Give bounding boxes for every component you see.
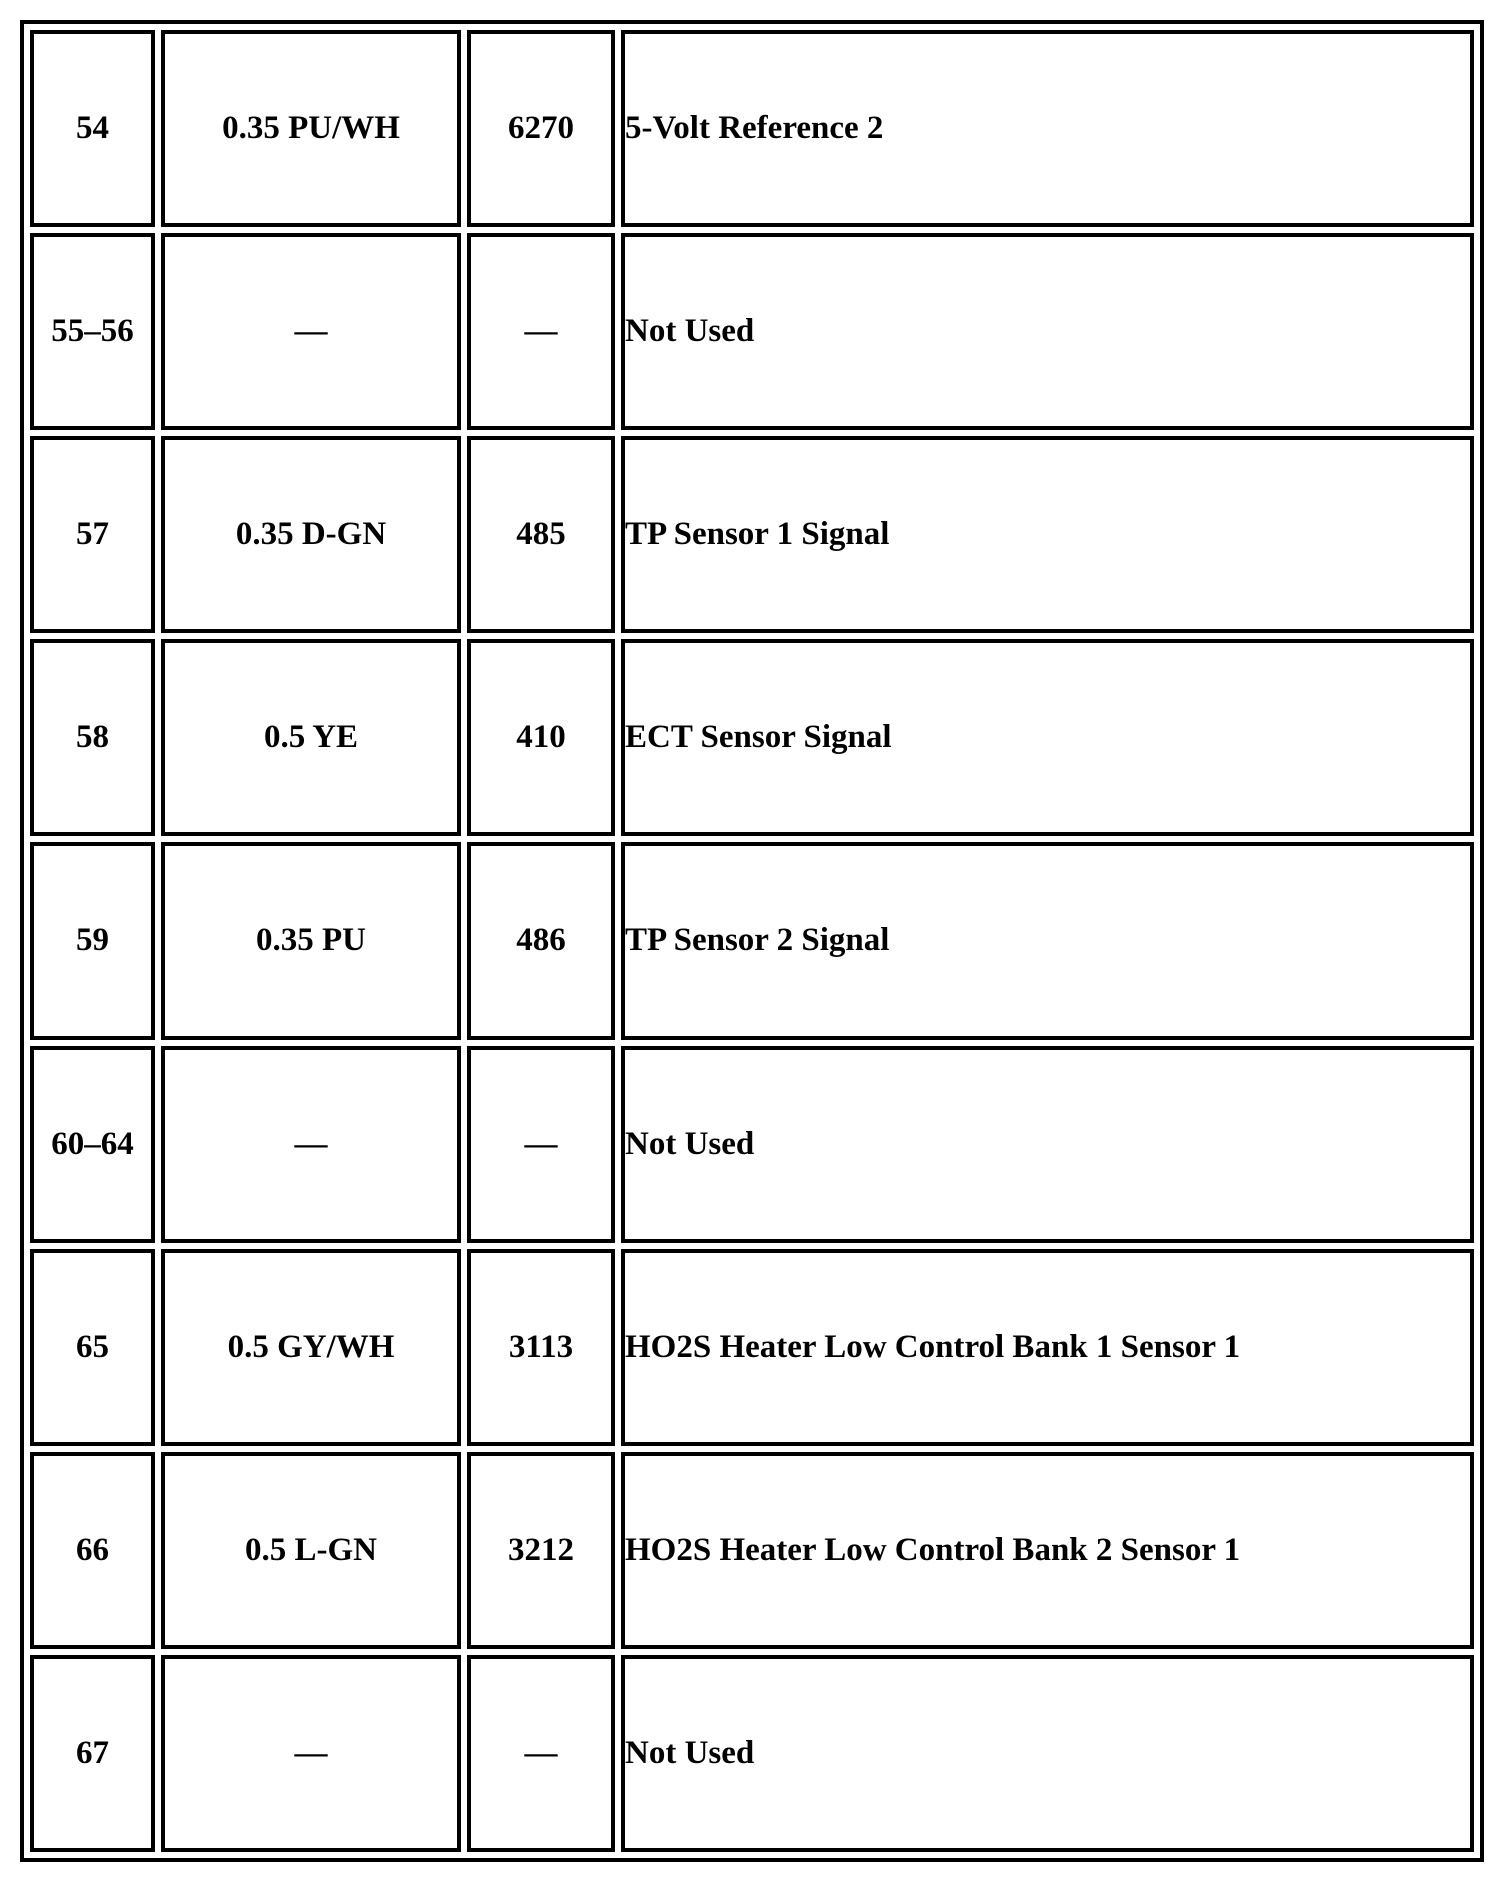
circuit-number-cell: 3212 — [467, 1452, 615, 1649]
table-row — [30, 1655, 1474, 1852]
wire-color-cell: 0.5 L-GN — [161, 1452, 461, 1649]
circuit-number-cell: 485 — [467, 436, 615, 633]
pin-cell: 54 — [30, 30, 155, 227]
circuit-number-cell: 410 — [467, 639, 615, 836]
connector-pinout-table — [20, 20, 1484, 1862]
function-cell: TP Sensor 1 Signal — [621, 436, 1474, 633]
table-row — [30, 436, 1474, 633]
pin-cell: 59 — [30, 842, 155, 1039]
circuit-number-cell: — — [467, 233, 615, 430]
table-row — [30, 1452, 1474, 1649]
pinout-grid — [24, 24, 1480, 1858]
table-row — [30, 1249, 1474, 1446]
function-cell: HO2S Heater Low Control Bank 1 Sensor 1 — [621, 1249, 1474, 1446]
wire-color-cell: — — [161, 1046, 461, 1243]
table-row — [30, 639, 1474, 836]
function-cell: Not Used — [621, 233, 1474, 430]
pin-cell: 65 — [30, 1249, 155, 1446]
pin-cell: 66 — [30, 1452, 155, 1649]
circuit-number-cell: — — [467, 1046, 615, 1243]
wire-color-cell: 0.5 YE — [161, 639, 461, 836]
pin-cell: 58 — [30, 639, 155, 836]
circuit-number-cell: 3113 — [467, 1249, 615, 1446]
wire-color-cell: 0.35 PU/WH — [161, 30, 461, 227]
circuit-number-cell: 6270 — [467, 30, 615, 227]
function-cell: HO2S Heater Low Control Bank 2 Sensor 1 — [621, 1452, 1474, 1649]
function-cell: Not Used — [621, 1655, 1474, 1852]
pin-cell: 60–64 — [30, 1046, 155, 1243]
pin-cell: 57 — [30, 436, 155, 633]
table-row — [30, 30, 1474, 227]
wire-color-cell: 0.35 PU — [161, 842, 461, 1039]
pin-cell: 67 — [30, 1655, 155, 1852]
function-cell: 5-Volt Reference 2 — [621, 30, 1474, 227]
function-cell: TP Sensor 2 Signal — [621, 842, 1474, 1039]
table-row — [30, 233, 1474, 430]
wire-color-cell: — — [161, 233, 461, 430]
table-row — [30, 1046, 1474, 1243]
function-cell: Not Used — [621, 1046, 1474, 1243]
function-cell: ECT Sensor Signal — [621, 639, 1474, 836]
circuit-number-cell: — — [467, 1655, 615, 1852]
wire-color-cell: 0.35 D-GN — [161, 436, 461, 633]
table-row — [30, 842, 1474, 1039]
circuit-number-cell: 486 — [467, 842, 615, 1039]
wire-color-cell: 0.5 GY/WH — [161, 1249, 461, 1446]
pin-cell: 55–56 — [30, 233, 155, 430]
wire-color-cell: — — [161, 1655, 461, 1852]
